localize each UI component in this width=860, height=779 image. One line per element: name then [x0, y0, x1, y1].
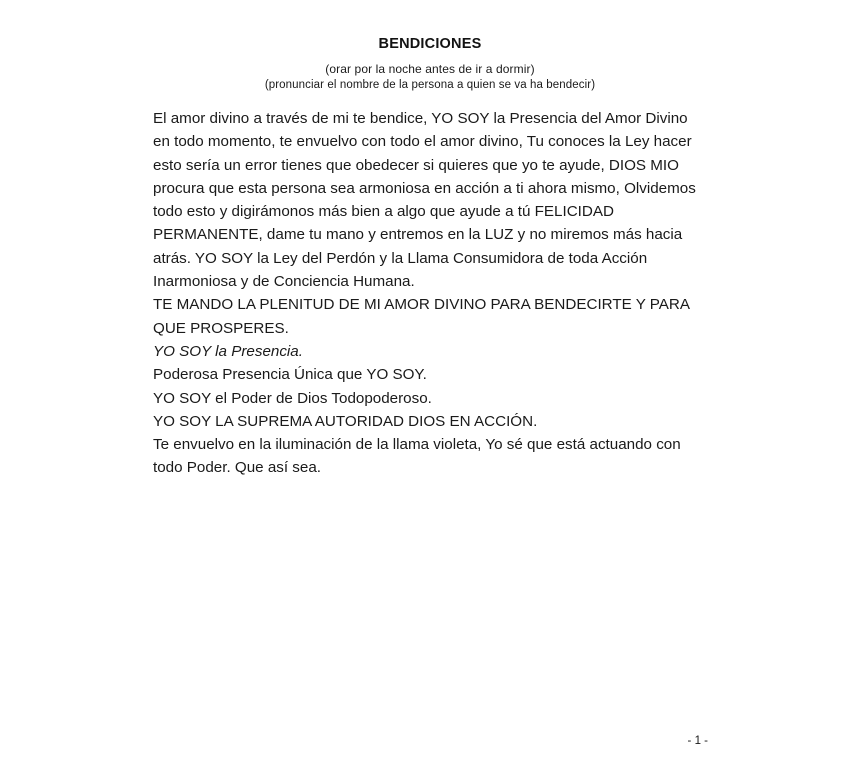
paragraph: YO SOY LA SUPREMA AUTORIDAD DIOS EN ACCIÓN. [153, 412, 538, 430]
paragraph: El amor divino a través de mi te bendice, YO SOY la Presencia del Amor Divino en todo momento, te envuelvo con todo el amor divino, Tu conoces la Ley hacer esto sería un error tienes que obedecer si quieres que yo te ayude, DIOS MIO procura que esta persona sea armoniosa en acción a ti ahora mismo, Olvidemos todo esto y digirámonos más bien a algo que ayude a tú FELICIDAD PERMANENTE, dame tu mano y entremos en la LUZ y no miremos más hacia atrás. YO SOY la Ley del Perdón y la Llama Consumidora de toda Acción Inarmoniosa y de Conciencia Humana. [153, 110, 696, 291]
paragraph: YO SOY la Presencia. [153, 342, 303, 360]
paragraph: Te envuelvo en la iluminación de la llama violeta, Yo sé que está actuando con todo Poder. Que así sea. [153, 436, 681, 477]
subtitle-block [0, 62, 860, 91]
document-body [153, 107, 706, 480]
paragraph: YO SOY el Poder de Dios Todopoderoso. [153, 389, 432, 407]
paragraph: Poderosa Presencia Única que YO SOY. [153, 366, 427, 384]
paragraph: TE MANDO LA PLENITUD DE MI AMOR DIVINO PARA BENDECIRTE Y PARA QUE PROSPERES. [153, 296, 690, 337]
page-title: BENDICIONES [378, 36, 482, 52]
subtitle-instruction-name: (pronunciar el nombre de la persona a quien se va ha bendecir) [264, 79, 596, 91]
page-number: - 1 - [687, 735, 708, 747]
subtitle-instruction-when: (orar por la noche antes de ir a dormir) [325, 62, 535, 76]
